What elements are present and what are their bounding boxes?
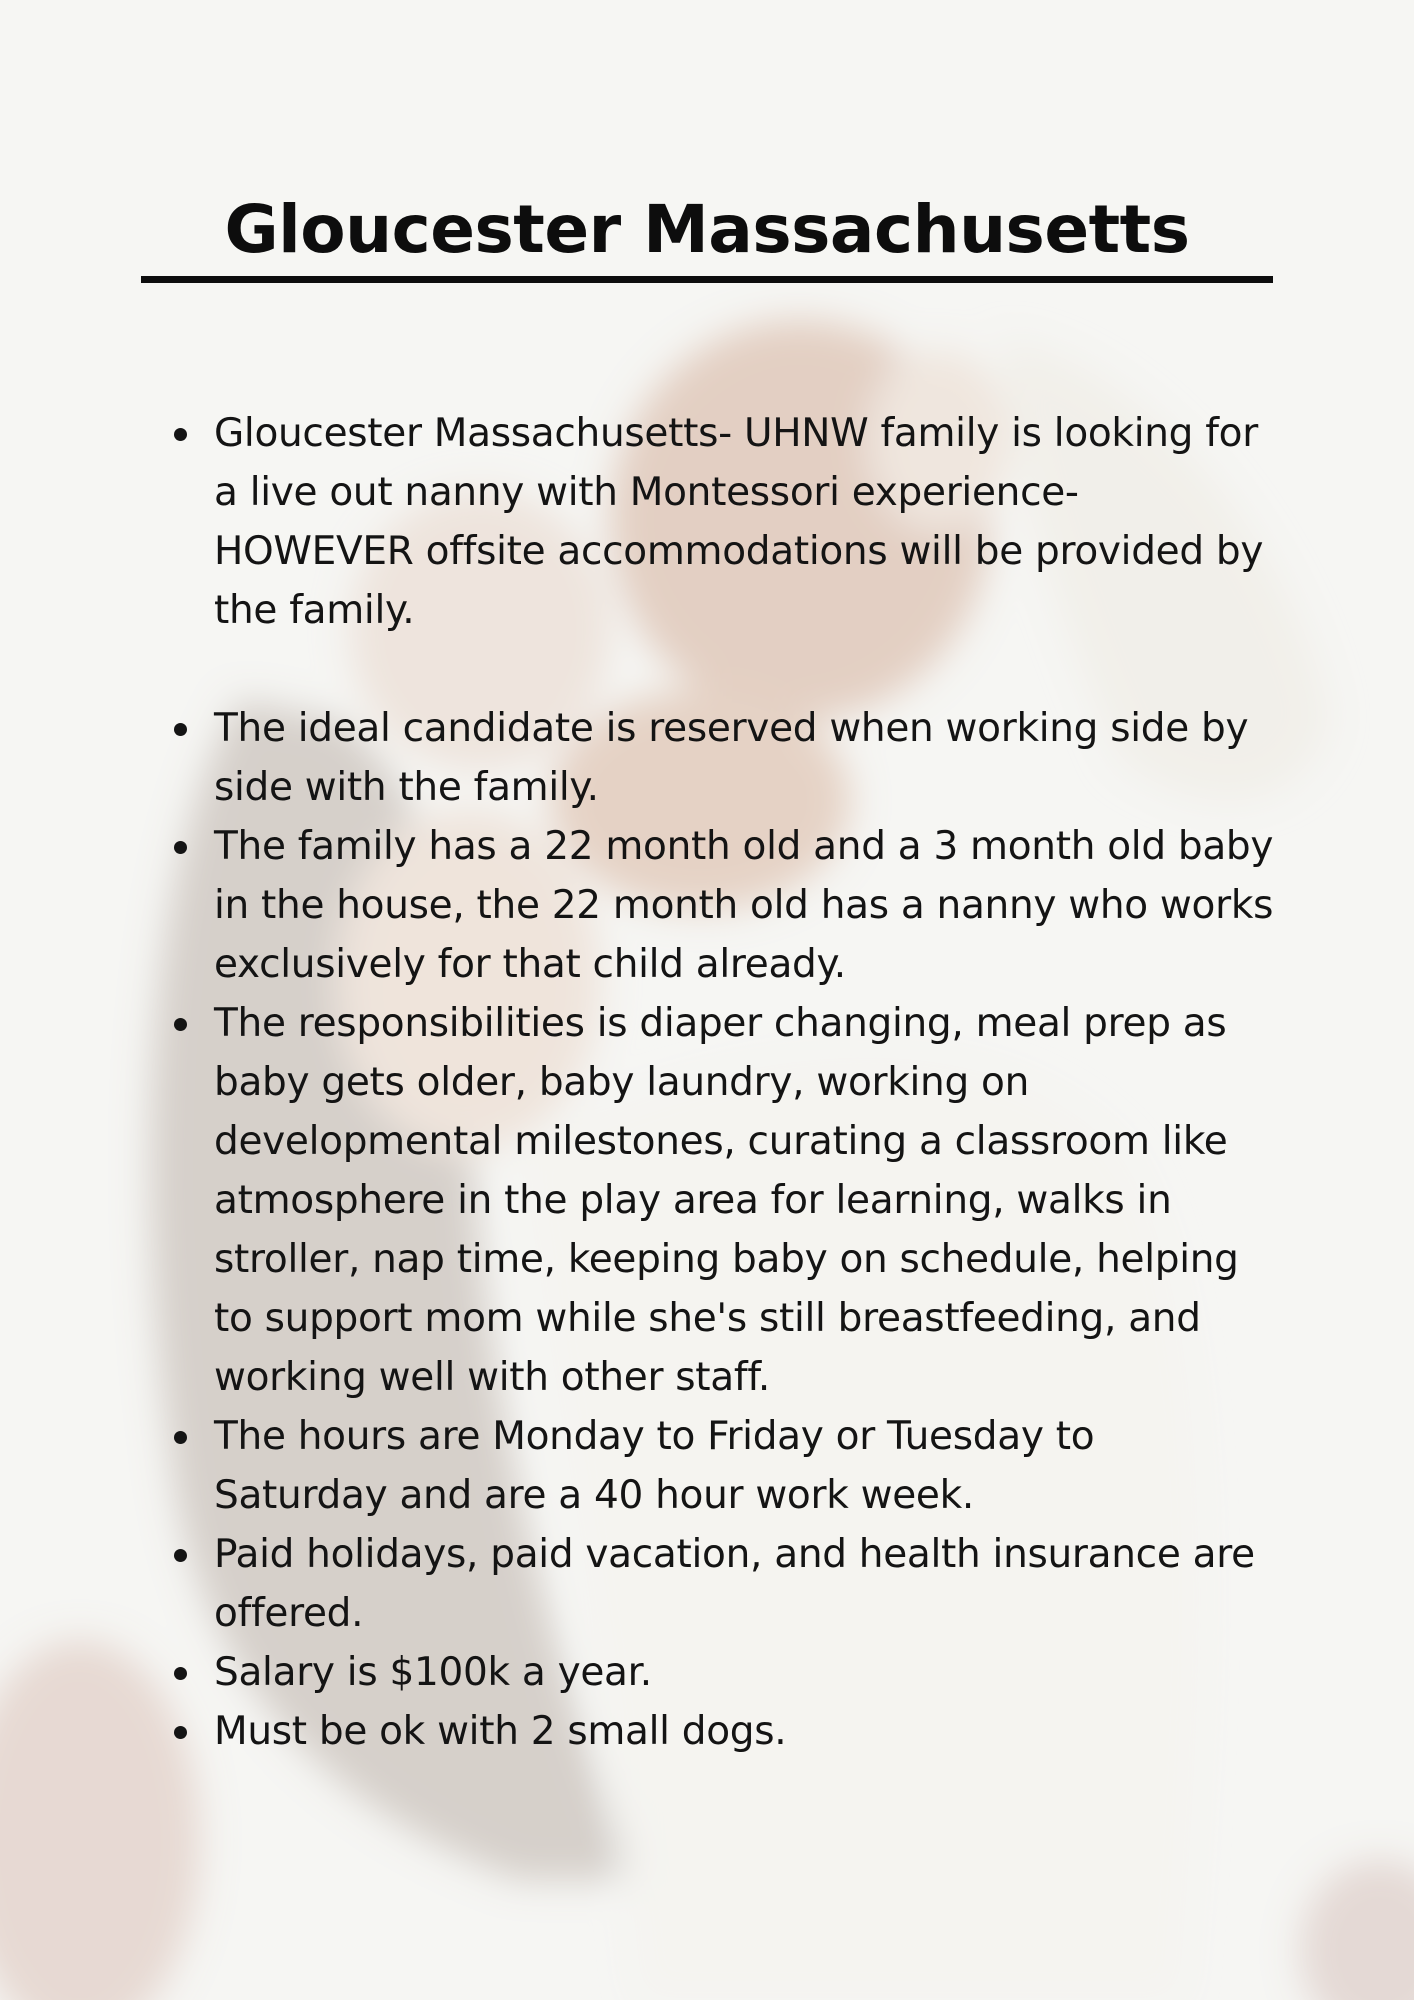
bullet-icon xyxy=(174,723,187,736)
list-item-text: The hours are Monday to Friday or Tuesday to Saturday and are a 40 hour work week. xyxy=(214,1414,1095,1518)
list-item-text: The responsibilities is diaper changing, meal prep as baby gets older, baby laundry, working on developmental milestones, curating a classroom like atmosphere in the play area for learning, walks in stroller, nap time, keeping baby on schedule, helping to support mom while she's still breastfeeding, and working well with other staff. xyxy=(214,1001,1239,1400)
list-item-text: Must be ok with 2 small dogs. xyxy=(214,1709,787,1754)
list-item xyxy=(174,994,1274,1407)
bullet-icon xyxy=(174,1667,187,1680)
bullet-icon xyxy=(174,1726,187,1739)
page-title: Gloucester Massachusetts xyxy=(224,191,1190,269)
list-item xyxy=(174,817,1274,994)
list-item-text: The family has a 22 month old and a 3 month old baby in the house, the 22 month old has a nanny who works exclusively for that child already. xyxy=(214,824,1274,987)
list-item xyxy=(174,1643,1274,1702)
bullet-icon xyxy=(174,1549,187,1562)
list-item-text: Paid holidays, paid vacation, and health insurance are offered. xyxy=(214,1532,1255,1636)
list-item xyxy=(174,1702,1274,1761)
list-item xyxy=(174,404,1274,640)
bullet-icon xyxy=(174,1018,187,1031)
title-divider xyxy=(141,276,1273,283)
list-item xyxy=(174,1525,1274,1643)
list-item xyxy=(174,1407,1274,1525)
list-item-text: The ideal candidate is reserved when working side by side with the family. xyxy=(214,706,1249,810)
bullet-icon xyxy=(174,841,187,854)
list-item-text: Salary is $100k a year. xyxy=(214,1650,652,1695)
bullet-list xyxy=(174,404,1274,1761)
bullet-icon xyxy=(174,428,187,441)
bullet-icon xyxy=(174,1431,187,1444)
list-item xyxy=(174,699,1274,817)
list-item-text: Gloucester Massachusetts- UHNW family is looking for a live out nanny with Montessori experience- HOWEVER offsite accommodations will be provided by the family. xyxy=(214,411,1264,633)
